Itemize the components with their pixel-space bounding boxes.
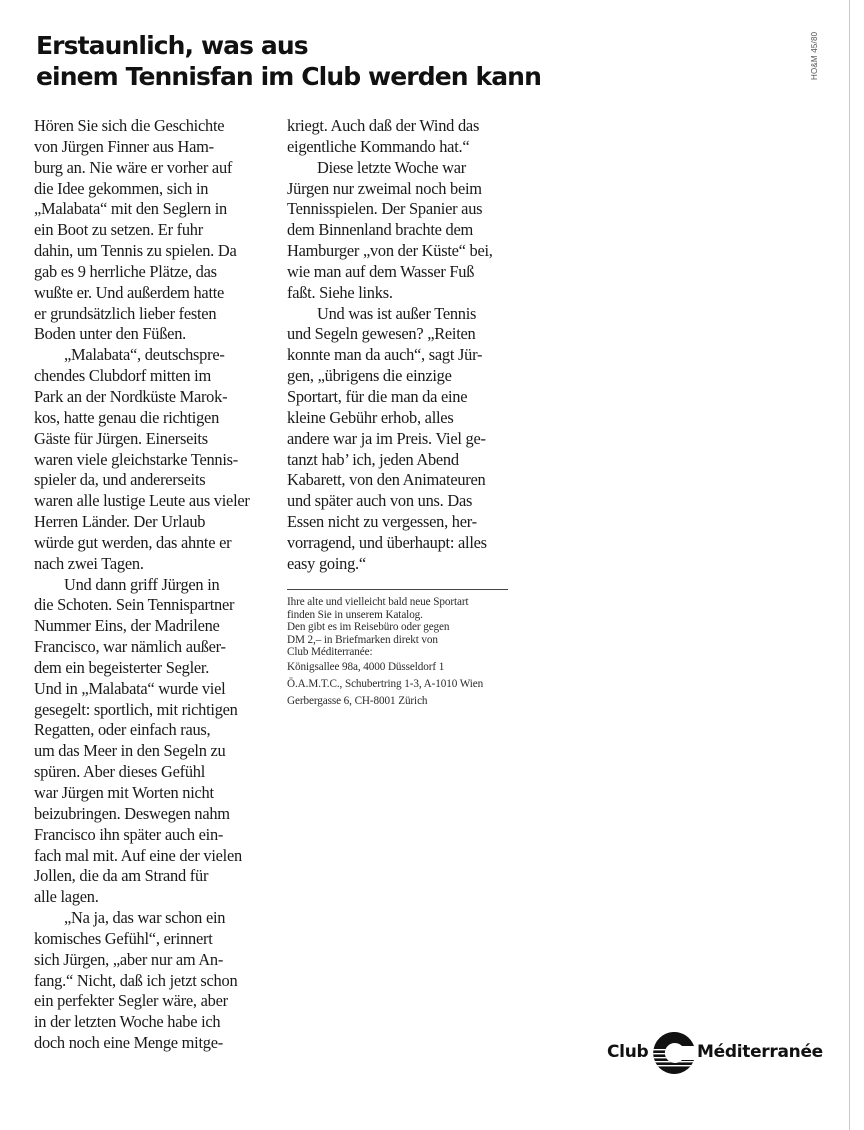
note-line: finden Sie in unserem Katalog.: [287, 608, 423, 621]
body-text-line: fang.“ Nicht, daß ich jetzt schon: [34, 970, 238, 990]
address-line: Ö.A.M.T.C., Schubertring 1-3, A-1010 Wien: [287, 677, 484, 690]
body-text-line: sich Jürgen, „aber nur am An-: [34, 949, 224, 969]
body-text-line: ein Boot zu setzen. Er fuhr: [34, 220, 203, 240]
logo-text-club: Club: [607, 1042, 649, 1062]
body-text-line: Gäste für Jürgen. Einerseits: [34, 428, 208, 448]
body-text-line: war Jürgen mit Worten nicht: [34, 783, 214, 802]
body-text-line: um das Meer in den Segeln zu: [34, 741, 226, 761]
logo-text-mediterranee: Méditerranée: [697, 1042, 823, 1062]
body-text-line: vorragend, und überhaupt: alles: [287, 532, 487, 552]
body-text-line: eigentliche Kommando hat.“: [287, 136, 470, 156]
page-edge-line: [849, 0, 850, 1130]
body-text-line: gab es 9 herrliche Plätze, das: [34, 261, 217, 281]
body-text-line: spüren. Aber dieses Gefühl: [34, 762, 206, 782]
body-text-line: fach mal mit. Auf eine der vielen: [34, 845, 242, 865]
body-text-line: nach zwei Tagen.: [34, 553, 144, 573]
body-text-line: Jollen, die da am Strand für: [34, 866, 209, 886]
body-text-line: komisches Gefühl“, erinnert: [34, 928, 213, 948]
body-text-line: waren viele gleichstarke Tennis-: [34, 449, 238, 469]
body-text-line: doch noch eine Menge mitge-: [34, 1033, 223, 1053]
body-text-line: „Malabata“ mit den Seglern in: [34, 199, 228, 219]
body-text-line: Essen nicht zu vergessen, her-: [287, 512, 477, 532]
body-text-line: Tennisspielen. Der Spanier aus: [287, 199, 483, 219]
body-column-right: [287, 116, 513, 575]
body-text-line: wie man auf dem Wasser Fuß: [287, 261, 475, 281]
body-text-line: gen, „übrigens die einzige: [287, 366, 452, 386]
body-text-line: von Jürgen Finner aus Ham-: [34, 136, 214, 156]
note-line: Den gibt es im Reisebüro oder gegen: [287, 621, 450, 634]
body-text-line: kriegt. Auch daß der Wind das: [287, 116, 480, 135]
body-text-line: konnte man da auch“, sagt Jür-: [287, 345, 483, 365]
body-text-line: Nummer Eins, der Madrilene: [34, 616, 220, 636]
body-text-line: Und in „Malabata“ wurde viel: [34, 678, 226, 698]
body-text-line: und später auch von uns. Das: [287, 491, 473, 511]
note-line: Club Méditerranée:: [287, 646, 373, 659]
body-text-line: Herren Länder. Der Urlaub: [34, 512, 206, 532]
body-text-line: ein perfekter Segler wäre, aber: [34, 991, 228, 1011]
body-text-line: „Malabata“, deutschspre-: [64, 345, 225, 365]
agency-code: HO&M 45/80: [810, 31, 819, 80]
body-text-line: kleine Gebühr erhob, alles: [287, 407, 454, 427]
body-text-line: Jürgen nur zweimal noch beim: [287, 178, 482, 198]
body-text-line: Boden unter den Füßen.: [34, 324, 187, 344]
body-text-line: Und was ist außer Tennis: [317, 303, 477, 323]
body-text-line: dahin, um Tennis zu spielen. Da: [34, 241, 237, 261]
body-text-line: Und dann griff Jürgen in: [64, 574, 220, 594]
body-text-line: Regatten, oder einfach raus,: [34, 720, 211, 740]
body-text-line: in der letzten Woche habe ich: [34, 1012, 221, 1032]
headline: [36, 30, 541, 92]
body-text-line: Hamburger „von der Küste“ bei,: [287, 241, 493, 261]
body-text-line: easy going.“: [287, 553, 366, 573]
catalog-note: [287, 596, 517, 710]
body-text-line: tanzt hab’ ich, jeden Abend: [287, 449, 459, 469]
body-text-line: Sportart, für die man da eine: [287, 386, 468, 406]
address-line: Königsallee 98a, 4000 Düsseldorf 1: [287, 660, 445, 673]
body-text-line: „Na ja, das war schon ein: [64, 908, 226, 928]
body-text-line: die Idee gekommen, sich in: [34, 178, 209, 198]
body-text-line: die Schoten. Sein Tennispartner: [34, 595, 235, 615]
body-text-line: Park an der Nordküste Marok-: [34, 386, 228, 406]
headline-line-1: Erstaunlich, was aus: [36, 31, 308, 60]
address-line: Gerbergasse 6, CH-8001 Zürich: [287, 694, 428, 707]
body-text-line: Kabarett, von den Animateuren: [287, 470, 486, 490]
body-text-line: gesegelt: sportlich, mit richtigen: [34, 699, 238, 719]
body-text-line: kos, hatte genau die richtigen: [34, 407, 220, 427]
note-line: Ihre alte und vielleicht bald neue Sportart: [287, 596, 469, 608]
body-text-line: Hören Sie sich die Geschichte: [34, 116, 225, 135]
body-text-line: Francisco, war nämlich außer-: [34, 637, 226, 657]
headline-line-2: einem Tennisfan im Club werden kann: [36, 62, 541, 91]
club-med-logo: [605, 1030, 825, 1076]
body-text-line: burg an. Nie wäre er vorher auf: [34, 157, 233, 177]
trident-logo-icon: [649, 1030, 697, 1076]
body-text-line: chendes Clubdorf mitten im: [34, 366, 211, 386]
note-divider: [287, 589, 508, 590]
body-text-line: Francisco ihn später auch ein-: [34, 824, 224, 844]
body-text-line: spieler da, und andererseits: [34, 470, 206, 490]
body-text-line: alle lagen.: [34, 887, 99, 907]
body-text-line: dem Binnenland brachte dem: [287, 220, 474, 240]
body-text-line: faßt. Siehe links.: [287, 282, 393, 302]
body-text-line: würde gut werden, das ahnte er: [34, 532, 232, 552]
body-text-line: er grundsätzlich lieber festen: [34, 303, 217, 323]
body-text-line: beizubringen. Deswegen nahm: [34, 803, 230, 823]
body-text-line: waren alle lustige Leute aus vieler: [34, 491, 250, 511]
note-line: DM 2,– in Briefmarken direkt von: [287, 633, 438, 646]
body-text-line: und Segeln gewesen? „Reiten: [287, 324, 476, 344]
body-text-line: dem ein begeisterter Segler.: [34, 657, 210, 677]
body-column-left: [34, 116, 260, 1054]
body-text-line: wußte er. Und außerdem hatte: [34, 282, 225, 302]
body-text-line: andere war ja im Preis. Viel ge-: [287, 428, 486, 448]
body-text-line: Diese letzte Woche war: [317, 157, 466, 177]
